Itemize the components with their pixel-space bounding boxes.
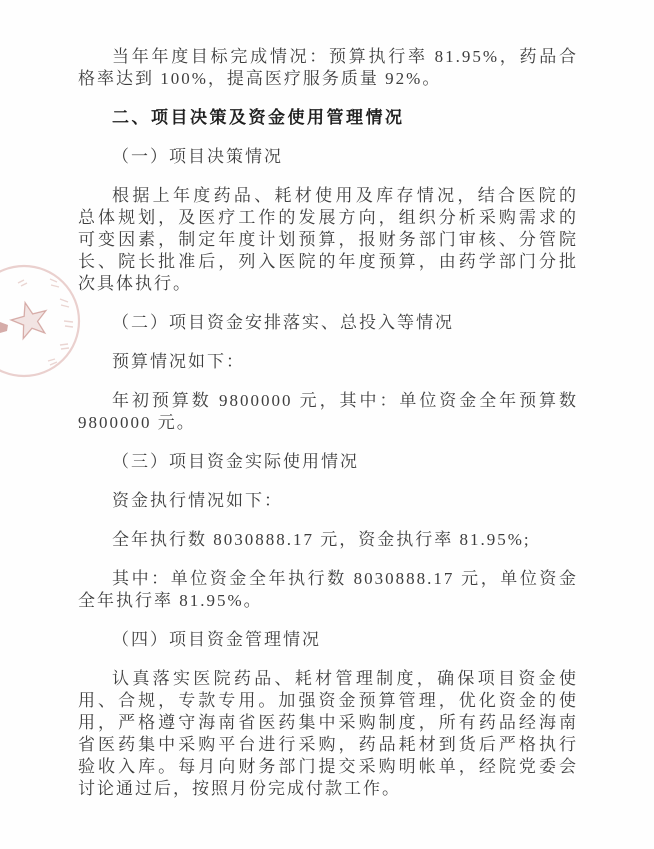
fund-management-paragraph-line-6: 讨论通过后，按照月份完成付款工作。	[78, 779, 401, 798]
annual-target-paragraph	[78, 46, 578, 90]
subsection-1-heading	[78, 146, 578, 168]
seal-edge-smudge	[0, 322, 8, 333]
execution-detail-paragraph	[78, 568, 578, 612]
subsection-4-heading	[78, 629, 578, 651]
decision-process-paragraph-line-1: 根据上年度药品、耗材使用及库存情况，结合医院的	[112, 186, 578, 205]
fund-management-paragraph	[78, 668, 578, 800]
seal-ring	[0, 266, 79, 376]
section-2-heading	[78, 107, 578, 129]
execution-intro-paragraph-line-1: 资金执行情况如下：	[112, 491, 283, 510]
subsection-3-heading	[78, 451, 578, 473]
budget-figures-paragraph-line-2: 9800000 元。	[78, 413, 196, 432]
execution-intro-paragraph	[78, 490, 578, 512]
seal-text-marks	[18, 279, 73, 365]
subsection-2-heading-line-1: （二）项目资金安排落实、总投入等情况	[112, 313, 454, 332]
decision-process-paragraph-line-4: 长、院长批准后，列入医院的年度预算，由药学部门分批	[78, 252, 578, 271]
section-2-heading-line-1: 二、项目决策及资金使用管理情况	[112, 108, 405, 127]
subsection-3-heading-line-1: （三）项目资金实际使用情况	[112, 452, 359, 471]
budget-intro-paragraph-line-1: 预算情况如下：	[112, 352, 245, 371]
decision-process-paragraph-line-2: 总体规划，及医疗工作的发展方向，组织分析采购需求的	[78, 208, 578, 227]
fund-management-paragraph-line-3: 用，严格遵守海南省医药集中采购制度，所有药品经海南	[78, 713, 578, 732]
execution-total-paragraph	[78, 529, 578, 551]
execution-total-paragraph-line-1: 全年执行数 8030888.17 元，资金执行率 81.95%;	[112, 530, 531, 549]
fund-management-paragraph-line-4: 省医药集中采购平台进行采购，药品耗材到货后严格执行	[78, 735, 578, 754]
budget-intro-paragraph	[78, 351, 578, 373]
budget-figures-paragraph-line-1: 年初预算数 9800000 元，其中：单位资金全年预算数	[112, 391, 578, 410]
fund-management-paragraph-line-1: 认真落实医院药品、耗材管理制度，确保项目资金使	[112, 669, 578, 688]
subsection-2-heading	[78, 312, 578, 334]
star-icon	[0, 303, 46, 339]
budget-figures-paragraph	[78, 390, 578, 434]
subsection-1-heading-line-1: （一）项目决策情况	[112, 147, 283, 166]
execution-detail-paragraph-line-1: 其中：单位资金全年执行数 8030888.17 元，单位资金	[112, 569, 578, 588]
fund-management-paragraph-line-5: 验收入库。每月向财务部门提交采购明帐单，经院党委会	[78, 757, 578, 776]
decision-process-paragraph-line-5: 次具体执行。	[78, 274, 192, 293]
document-content	[78, 46, 578, 817]
annual-target-paragraph-line-1: 当年年度目标完成情况：预算执行率 81.95%，药品合	[112, 47, 578, 66]
decision-process-paragraph	[78, 185, 578, 295]
subsection-4-heading-line-1: （四）项目资金管理情况	[112, 630, 321, 649]
fund-management-paragraph-line-2: 用、合规，专款专用。加强资金预算管理，优化资金的使	[78, 691, 578, 710]
annual-target-paragraph-line-2: 格率达到 100%，提高医疗服务质量 92%。	[78, 69, 442, 88]
decision-process-paragraph-line-3: 可变因素，制定年度计划预算，报财务部门审核、分管院	[78, 230, 578, 249]
execution-detail-paragraph-line-2: 全年执行率 81.95%。	[78, 591, 263, 610]
